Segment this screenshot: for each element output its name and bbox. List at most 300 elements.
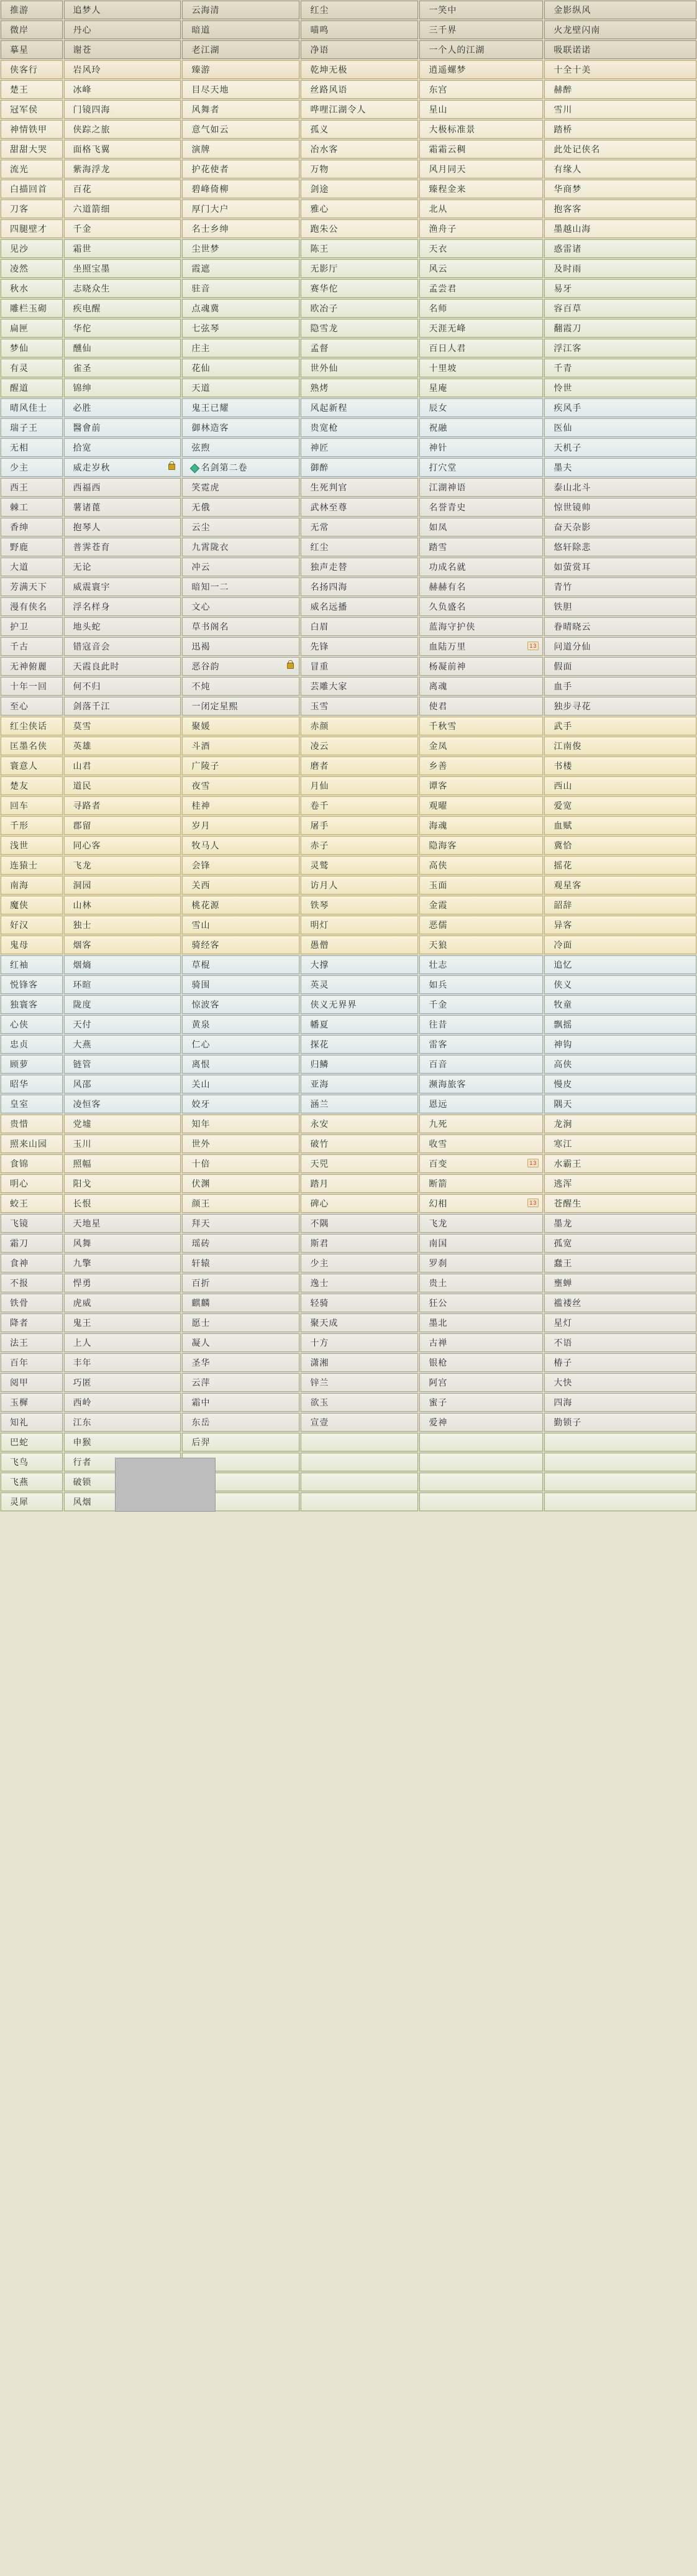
title-cell[interactable]: [182, 1274, 299, 1292]
title-cell[interactable]: [64, 558, 181, 576]
title-cell[interactable]: [544, 200, 696, 218]
title-cell[interactable]: [64, 398, 181, 417]
title-cell[interactable]: [1, 1134, 63, 1153]
title-cell[interactable]: [544, 40, 696, 59]
title-cell[interactable]: [544, 60, 696, 79]
title-cell[interactable]: [544, 359, 696, 377]
title-cell[interactable]: [64, 1313, 181, 1332]
title-cell[interactable]: [64, 140, 181, 159]
title-cell[interactable]: [544, 1313, 696, 1332]
title-cell[interactable]: [64, 916, 181, 934]
title-cell[interactable]: [301, 518, 418, 536]
title-cell[interactable]: [1, 1313, 63, 1332]
title-cell[interactable]: [64, 936, 181, 954]
title-cell[interactable]: [301, 796, 418, 815]
title-cell[interactable]: [419, 856, 543, 875]
title-cell[interactable]: [544, 1353, 696, 1372]
title-cell[interactable]: [419, 219, 543, 238]
title-cell[interactable]: [544, 577, 696, 596]
title-cell[interactable]: [419, 538, 543, 556]
title-cell[interactable]: [419, 339, 543, 357]
title-cell[interactable]: [544, 518, 696, 536]
title-cell[interactable]: [182, 518, 299, 536]
title-cell[interactable]: [301, 359, 418, 377]
title-cell[interactable]: [301, 1134, 418, 1153]
title-cell[interactable]: [182, 836, 299, 855]
title-cell[interactable]: [419, 1055, 543, 1074]
title-cell[interactable]: [1, 379, 63, 397]
title-cell[interactable]: [544, 955, 696, 974]
title-cell[interactable]: [1, 1393, 63, 1412]
title-cell[interactable]: [1, 1075, 63, 1093]
title-cell[interactable]: [419, 896, 543, 914]
title-cell[interactable]: [419, 816, 543, 835]
title-cell[interactable]: [1, 836, 63, 855]
title-cell[interactable]: [1, 140, 63, 159]
title-cell[interactable]: [301, 1, 418, 19]
title-cell[interactable]: [64, 239, 181, 258]
title-cell[interactable]: [64, 339, 181, 357]
title-cell[interactable]: [64, 1413, 181, 1432]
title-cell[interactable]: [544, 975, 696, 994]
title-cell[interactable]: [544, 836, 696, 855]
title-cell[interactable]: [301, 896, 418, 914]
title-cell[interactable]: [1, 200, 63, 218]
title-cell[interactable]: [419, 1194, 543, 1213]
title-cell[interactable]: [182, 1393, 299, 1412]
title-cell[interactable]: [544, 1333, 696, 1352]
title-cell[interactable]: [182, 1294, 299, 1312]
title-cell[interactable]: [419, 200, 543, 218]
title-cell[interactable]: [1, 796, 63, 815]
title-cell[interactable]: [419, 1373, 543, 1392]
title-cell[interactable]: [544, 120, 696, 139]
title-cell[interactable]: [544, 657, 696, 676]
title-cell[interactable]: [301, 1294, 418, 1312]
title-cell[interactable]: [1, 1453, 63, 1471]
title-cell[interactable]: [544, 717, 696, 735]
title-cell[interactable]: [419, 498, 543, 517]
title-cell[interactable]: [1, 538, 63, 556]
title-cell[interactable]: [419, 180, 543, 198]
title-cell[interactable]: [419, 299, 543, 318]
title-cell[interactable]: [182, 757, 299, 775]
title-cell[interactable]: [64, 816, 181, 835]
title-cell[interactable]: [1, 1015, 63, 1034]
title-cell[interactable]: [301, 538, 418, 556]
title-cell[interactable]: [64, 1015, 181, 1034]
title-cell[interactable]: [64, 1373, 181, 1392]
title-cell[interactable]: [182, 816, 299, 835]
title-cell[interactable]: [64, 836, 181, 855]
title-cell[interactable]: [182, 319, 299, 338]
title-cell[interactable]: [1, 1333, 63, 1352]
title-cell[interactable]: [419, 319, 543, 338]
title-cell[interactable]: [64, 597, 181, 616]
title-cell[interactable]: [419, 259, 543, 278]
title-cell[interactable]: [544, 558, 696, 576]
title-cell[interactable]: [1, 478, 63, 497]
title-cell[interactable]: [301, 239, 418, 258]
title-cell[interactable]: [64, 200, 181, 218]
title-cell[interactable]: [301, 279, 418, 298]
title-cell[interactable]: [1, 120, 63, 139]
title-cell[interactable]: [182, 1015, 299, 1034]
title-cell[interactable]: [1, 757, 63, 775]
title-cell[interactable]: [301, 1353, 418, 1372]
title-cell[interactable]: [544, 1413, 696, 1432]
title-cell[interactable]: [419, 1214, 543, 1233]
title-cell[interactable]: [544, 737, 696, 755]
title-cell[interactable]: [544, 219, 696, 238]
title-cell[interactable]: [182, 1333, 299, 1352]
title-cell[interactable]: [1, 1493, 63, 1511]
title-cell[interactable]: [301, 438, 418, 457]
title-cell[interactable]: [182, 1115, 299, 1133]
title-cell[interactable]: [301, 259, 418, 278]
title-cell[interactable]: [64, 1134, 181, 1153]
title-cell[interactable]: [182, 1174, 299, 1193]
title-cell[interactable]: [301, 558, 418, 576]
title-cell[interactable]: [182, 1234, 299, 1253]
title-cell[interactable]: [1, 1373, 63, 1392]
title-cell[interactable]: [301, 319, 418, 338]
title-cell[interactable]: [1, 776, 63, 795]
title-cell[interactable]: [301, 1174, 418, 1193]
title-cell[interactable]: [544, 1294, 696, 1312]
title-cell[interactable]: [1, 40, 63, 59]
title-cell[interactable]: [544, 418, 696, 437]
title-cell[interactable]: [419, 657, 543, 676]
title-cell[interactable]: [182, 1, 299, 19]
title-cell[interactable]: [1, 219, 63, 238]
title-cell[interactable]: [301, 617, 418, 636]
title-cell[interactable]: [64, 1174, 181, 1193]
title-cell[interactable]: [64, 1095, 181, 1113]
title-cell[interactable]: [182, 876, 299, 895]
title-cell[interactable]: [301, 1393, 418, 1412]
title-cell[interactable]: [64, 776, 181, 795]
title-cell[interactable]: [301, 776, 418, 795]
title-cell[interactable]: [182, 359, 299, 377]
title-cell[interactable]: [182, 1194, 299, 1213]
title-cell[interactable]: [544, 538, 696, 556]
title-cell[interactable]: [1, 717, 63, 735]
title-cell[interactable]: [419, 478, 543, 497]
title-cell[interactable]: [64, 717, 181, 735]
title-cell[interactable]: [1, 100, 63, 119]
title-cell[interactable]: [182, 677, 299, 696]
title-cell[interactable]: [301, 1234, 418, 1253]
title-cell[interactable]: [544, 1174, 696, 1193]
title-cell[interactable]: [1, 1254, 63, 1272]
title-cell[interactable]: [301, 995, 418, 1014]
title-cell[interactable]: [1, 1194, 63, 1213]
title-cell[interactable]: [64, 757, 181, 775]
title-cell[interactable]: [419, 80, 543, 99]
title-cell[interactable]: [544, 21, 696, 39]
title-cell[interactable]: [182, 1134, 299, 1153]
title-cell[interactable]: [419, 1413, 543, 1432]
title-cell[interactable]: [419, 1313, 543, 1332]
title-cell[interactable]: [182, 1055, 299, 1074]
title-cell[interactable]: [64, 299, 181, 318]
title-cell[interactable]: [182, 60, 299, 79]
title-cell[interactable]: [64, 60, 181, 79]
title-cell[interactable]: [419, 1234, 543, 1253]
title-cell[interactable]: [182, 776, 299, 795]
title-cell[interactable]: [64, 180, 181, 198]
title-cell[interactable]: [419, 1115, 543, 1133]
title-cell[interactable]: [182, 40, 299, 59]
title-cell[interactable]: [419, 359, 543, 377]
title-cell[interactable]: [544, 1274, 696, 1292]
title-cell[interactable]: [1, 180, 63, 198]
title-cell[interactable]: [301, 577, 418, 596]
title-cell[interactable]: [1, 160, 63, 178]
title-cell[interactable]: [419, 518, 543, 536]
title-cell[interactable]: [301, 200, 418, 218]
title-cell[interactable]: [182, 1035, 299, 1054]
title-cell[interactable]: [1, 697, 63, 715]
title-cell[interactable]: [64, 80, 181, 99]
title-cell[interactable]: [1, 21, 63, 39]
title-cell[interactable]: [419, 995, 543, 1014]
title-cell[interactable]: [182, 796, 299, 815]
title-cell[interactable]: [182, 856, 299, 875]
title-cell[interactable]: [1, 677, 63, 696]
title-cell[interactable]: [64, 279, 181, 298]
title-cell[interactable]: [419, 60, 543, 79]
title-cell[interactable]: [64, 219, 181, 238]
title-cell[interactable]: [419, 1134, 543, 1153]
title-cell[interactable]: [544, 1, 696, 19]
title-cell[interactable]: [544, 80, 696, 99]
title-cell[interactable]: [301, 975, 418, 994]
title-cell[interactable]: [419, 1035, 543, 1054]
title-cell[interactable]: [544, 319, 696, 338]
title-cell[interactable]: [544, 1254, 696, 1272]
title-cell[interactable]: [1, 637, 63, 656]
title-cell[interactable]: [182, 538, 299, 556]
title-cell[interactable]: [419, 458, 543, 477]
title-cell[interactable]: [64, 1214, 181, 1233]
title-cell[interactable]: [1, 657, 63, 676]
title-cell[interactable]: [182, 140, 299, 159]
title-cell[interactable]: [544, 677, 696, 696]
title-cell[interactable]: [301, 458, 418, 477]
title-cell[interactable]: [182, 1254, 299, 1272]
title-cell[interactable]: [419, 379, 543, 397]
title-cell[interactable]: [544, 876, 696, 895]
title-cell[interactable]: [419, 1294, 543, 1312]
title-cell[interactable]: [1, 80, 63, 99]
title-cell[interactable]: [544, 637, 696, 656]
title-cell[interactable]: [544, 757, 696, 775]
title-cell[interactable]: [64, 359, 181, 377]
title-cell[interactable]: [301, 657, 418, 676]
title-cell[interactable]: [64, 1055, 181, 1074]
title-cell[interactable]: [544, 1075, 696, 1093]
title-cell[interactable]: [419, 1015, 543, 1034]
title-cell[interactable]: [64, 1353, 181, 1372]
title-cell[interactable]: [182, 180, 299, 198]
title-cell[interactable]: [182, 478, 299, 497]
title-cell[interactable]: [182, 458, 299, 477]
title-cell[interactable]: [419, 40, 543, 59]
title-cell[interactable]: [301, 757, 418, 775]
title-cell[interactable]: [301, 40, 418, 59]
title-cell[interactable]: [301, 498, 418, 517]
title-cell[interactable]: [1, 1413, 63, 1432]
title-cell[interactable]: [1, 418, 63, 437]
title-cell[interactable]: [419, 697, 543, 715]
title-cell[interactable]: [182, 438, 299, 457]
title-cell[interactable]: [1, 1154, 63, 1173]
title-cell[interactable]: [419, 1393, 543, 1412]
title-cell[interactable]: [64, 1294, 181, 1312]
title-cell[interactable]: [419, 140, 543, 159]
title-cell[interactable]: [182, 299, 299, 318]
title-cell[interactable]: [544, 1214, 696, 1233]
title-cell[interactable]: [64, 896, 181, 914]
title-cell[interactable]: [544, 1035, 696, 1054]
title-cell[interactable]: [301, 1313, 418, 1332]
title-cell[interactable]: [64, 418, 181, 437]
title-cell[interactable]: [1, 339, 63, 357]
title-cell[interactable]: [544, 478, 696, 497]
title-cell[interactable]: [182, 1413, 299, 1432]
title-cell[interactable]: [544, 1373, 696, 1392]
title-cell[interactable]: [182, 120, 299, 139]
title-cell[interactable]: [182, 577, 299, 596]
title-cell[interactable]: [301, 1194, 418, 1213]
title-cell[interactable]: [64, 160, 181, 178]
title-cell[interactable]: [544, 1055, 696, 1074]
title-cell[interactable]: [301, 836, 418, 855]
title-cell[interactable]: [64, 577, 181, 596]
title-cell[interactable]: [182, 80, 299, 99]
title-cell[interactable]: [544, 458, 696, 477]
title-cell[interactable]: [182, 916, 299, 934]
title-cell[interactable]: [182, 1095, 299, 1113]
title-cell[interactable]: [64, 458, 181, 477]
title-cell[interactable]: [544, 816, 696, 835]
title-cell[interactable]: [64, 259, 181, 278]
title-cell[interactable]: [544, 379, 696, 397]
title-cell[interactable]: [301, 140, 418, 159]
title-cell[interactable]: [419, 836, 543, 855]
title-cell[interactable]: [419, 1333, 543, 1352]
title-cell[interactable]: [419, 776, 543, 795]
title-cell[interactable]: [64, 637, 181, 656]
title-cell[interactable]: [301, 697, 418, 715]
title-cell[interactable]: [544, 498, 696, 517]
title-cell[interactable]: [419, 677, 543, 696]
title-cell[interactable]: [182, 995, 299, 1014]
title-cell[interactable]: [544, 617, 696, 636]
title-cell[interactable]: [301, 597, 418, 616]
title-cell[interactable]: [64, 697, 181, 715]
title-cell[interactable]: [64, 1154, 181, 1173]
title-cell[interactable]: [64, 100, 181, 119]
title-cell[interactable]: [544, 1095, 696, 1113]
title-cell[interactable]: [64, 995, 181, 1014]
title-cell[interactable]: [182, 737, 299, 755]
title-cell[interactable]: [419, 1254, 543, 1272]
title-cell[interactable]: [1, 936, 63, 954]
title-cell[interactable]: [419, 160, 543, 178]
title-cell[interactable]: [182, 21, 299, 39]
title-cell[interactable]: [64, 1393, 181, 1412]
title-cell[interactable]: [544, 697, 696, 715]
title-cell[interactable]: [1, 279, 63, 298]
title-cell[interactable]: [64, 478, 181, 497]
title-cell[interactable]: [419, 558, 543, 576]
title-cell[interactable]: [1, 1095, 63, 1113]
title-cell[interactable]: [544, 180, 696, 198]
title-cell[interactable]: [64, 737, 181, 755]
title-cell[interactable]: [419, 398, 543, 417]
title-cell[interactable]: [301, 1015, 418, 1034]
title-cell[interactable]: [1, 816, 63, 835]
title-cell[interactable]: [301, 955, 418, 974]
title-cell[interactable]: [301, 180, 418, 198]
title-cell[interactable]: [544, 279, 696, 298]
title-cell[interactable]: [419, 438, 543, 457]
title-cell[interactable]: [301, 219, 418, 238]
title-cell[interactable]: [301, 120, 418, 139]
title-cell[interactable]: [301, 876, 418, 895]
title-cell[interactable]: [64, 677, 181, 696]
title-cell[interactable]: [64, 538, 181, 556]
title-cell[interactable]: [301, 856, 418, 875]
title-cell[interactable]: [301, 1154, 418, 1173]
title-cell[interactable]: [301, 1254, 418, 1272]
title-cell[interactable]: [1, 498, 63, 517]
title-cell[interactable]: [182, 1075, 299, 1093]
title-cell[interactable]: [64, 40, 181, 59]
title-cell[interactable]: [182, 498, 299, 517]
title-cell[interactable]: [419, 279, 543, 298]
title-cell[interactable]: [544, 1154, 696, 1173]
title-cell[interactable]: [419, 936, 543, 954]
title-cell[interactable]: [64, 1075, 181, 1093]
title-cell[interactable]: [301, 1095, 418, 1113]
title-cell[interactable]: [419, 717, 543, 735]
title-cell[interactable]: [64, 1433, 181, 1451]
title-cell[interactable]: [1, 1473, 63, 1491]
title-cell[interactable]: [301, 677, 418, 696]
title-cell[interactable]: [419, 597, 543, 616]
title-cell[interactable]: [301, 80, 418, 99]
title-cell[interactable]: [182, 279, 299, 298]
title-cell[interactable]: [182, 657, 299, 676]
title-cell[interactable]: [419, 955, 543, 974]
title-cell[interactable]: [544, 438, 696, 457]
title-cell[interactable]: [182, 637, 299, 656]
title-cell[interactable]: [419, 637, 543, 656]
title-cell[interactable]: [1, 1174, 63, 1193]
title-cell[interactable]: [544, 597, 696, 616]
title-cell[interactable]: [544, 1194, 696, 1213]
title-cell[interactable]: [64, 1194, 181, 1213]
title-cell[interactable]: [182, 1353, 299, 1372]
title-cell[interactable]: [64, 657, 181, 676]
title-cell[interactable]: [301, 100, 418, 119]
title-cell[interactable]: [1, 558, 63, 576]
title-cell[interactable]: [419, 975, 543, 994]
